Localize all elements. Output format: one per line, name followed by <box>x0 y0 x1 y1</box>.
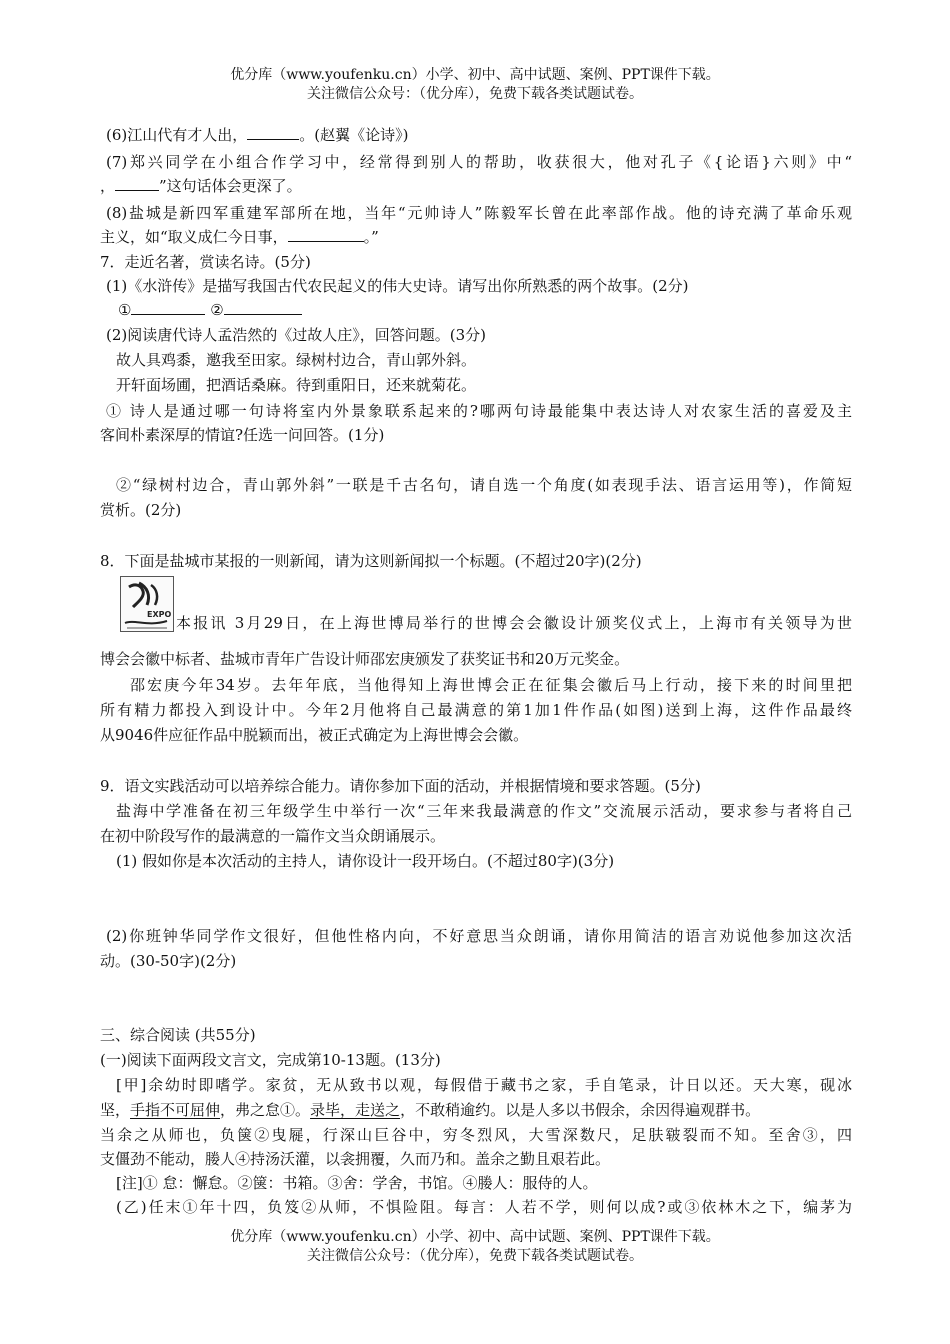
section-3-subtitle: (一)阅读下面两段文言文，完成第10-13题。(13分) <box>100 1051 441 1069</box>
q7-part-1-answers: ① ② <box>118 299 870 321</box>
q9-part-1: (1) 假如你是本次活动的主持人，请你设计一段开场白。(不超过80字)(3分) <box>116 852 615 870</box>
q9-part-2-line-1: (2)你班钟华同学作文很好，但他性格内向，不好意思当众朗诵，请你用简洁的语言劝说他参加这次活 <box>106 927 852 945</box>
page-footer <box>0 1228 950 1266</box>
news-line-4: 所有精力都投入到设计中。今年2月他将自己最满意的第1加1件作品(如图)送到上海，这件作品最终 <box>100 701 852 719</box>
q9-intro-line-2: 在初中阶段写作的最满意的一篇作文当众朗诵展示。 <box>100 827 446 845</box>
passage-yi-line-1: (乙)任末①年十四，负笈②从师，不惧险阻。每言：人若不学，则何以成?或③依林木之下，编茅为 <box>116 1198 852 1216</box>
q8-title: 8．下面是盐城市某报的一则新闻，请为这则新闻拟一个标题。(不超过20字)(2分) <box>100 552 642 570</box>
header-line-2: 关注微信公众号：（优分库），免费下载各类试题试卷。 <box>307 86 643 102</box>
q6-item-6: (6)江山代有才人出， 。(赵翼《论诗》) <box>106 126 409 144</box>
q9-part-2-line-2: 动。(30-50字)(2分) <box>100 952 237 970</box>
underlined-phrase-2: 录毕，走送之 <box>310 1101 401 1119</box>
footer-line-2: 关注微信公众号：（优分库），免费下载各类试题试卷。 <box>307 1248 643 1264</box>
q9-intro-line-1: 盐海中学准备在初三年级学生中举行一次“三年来我最满意的作文”交流展示活动，要求参与者将自己 <box>116 802 852 820</box>
answer-blank[interactable] <box>115 175 159 191</box>
svg-text:EXPO: EXPO <box>147 610 172 619</box>
q7-sub-1-line-1: ① 诗人是通过哪一句诗将室内外景象联系起来的?哪两句诗最能集中表达诗人对农家生活的喜爱及主 <box>106 402 852 420</box>
passage-jia-line-3: 当余之从师也，负箧②曳屣，行深山巨谷中，穷冬烈风，大雪深数尺，足肤皲裂而不知。至舍③，四 <box>100 1126 852 1144</box>
expo-logo-image <box>120 576 174 632</box>
news-line-2: 博会会徽中标者、盐城市青年广告设计师邵宏庚颁发了获奖证书和20万元奖金。 <box>100 650 630 668</box>
passage-notes: [注]① 怠：懈怠。②箧：书箱。③舍：学舍，书馆。④媵人：服侍的人。 <box>116 1174 598 1192</box>
poem-line-1: 故人具鸡黍，邀我至田家。绿树村边合，青山郭外斜。 <box>116 351 477 369</box>
underlined-phrase-1: 手指不可屈伸 <box>130 1101 221 1119</box>
q7-sub-1-line-2: 客间朴素深厚的情谊?任选一问回答。(1分) <box>100 426 385 444</box>
expo-logo-icon <box>121 577 173 631</box>
q7-sub-2-line-1: ②“绿树村边合，青山郭外斜”一联是千古名句，请自选一个角度(如表现手法、语言运用等)，作简短 <box>116 476 852 494</box>
poem-line-2: 开轩面场圃，把酒话桑麻。待到重阳日，还来就菊花。 <box>116 376 477 394</box>
q6-item-8-line-2: 主义，如“取义成仁今日事， 。” <box>100 228 379 246</box>
q9-title: 9．语文实践活动可以培养综合能力。请你参加下面的活动，并根据情境和要求答题。(5分) <box>100 777 701 795</box>
answer-blank[interactable] <box>247 124 299 140</box>
section-3-title: 三、综合阅读 (共55分) <box>100 1026 256 1044</box>
q6-item-7-line-2: ， ”这句话体会更深了。 <box>100 177 302 195</box>
page-header <box>0 66 950 104</box>
q7-part-2: (2)阅读唐代诗人孟浩然的《过故人庄》，回答问题。(3分) <box>106 326 486 344</box>
q6-item-8-line-1: (8)盐城是新四军重建军部所在地，当年“元帅诗人”陈毅军长曾在此率部作战。他的诗充满了革命乐观 <box>106 204 852 222</box>
passage-jia-line-1: [甲]余幼时即嗜学。家贫，无从致书以观，每假借于藏书之家，手自笔录，计日以还。天大寒，砚冰 <box>116 1076 852 1094</box>
q7-part-1: (1)《水浒传》是描写我国古代农民起义的伟大史诗。请写出你所熟悉的两个故事。(2分) <box>106 277 689 295</box>
q6-item-7-line-1: (7)郑兴同学在小组合作学习中，经常得到别人的帮助，收获很大，他对孔子《{论语}六则》中“ <box>106 153 852 171</box>
news-line-5: 从9046件应征作品中脱颖而出，被正式确定为上海世博会会徽。 <box>100 726 529 744</box>
news-line-1: 本报讯 3月29日，在上海世博局举行的世博会会徽设计颁奖仪式上，上海市有关领导为世 <box>176 614 852 632</box>
passage-jia-line-2: 坚，手指不可屈伸，弗之怠①。录毕，走送之，不敢稍逾约。以是人多以书假余，余因得遍观群书。 <box>100 1101 761 1119</box>
q7-title: 7．走近名著，赏读名诗。(5分) <box>100 253 311 271</box>
answer-blank[interactable] <box>224 299 302 315</box>
answer-blank[interactable] <box>131 299 205 315</box>
news-line-3: 邵宏庚今年34岁。去年年底，当他得知上海世博会正在征集会徽后马上行动，接下来的时间里把 <box>130 676 852 694</box>
q7-sub-2-line-2: 赏析。(2分) <box>100 501 182 519</box>
header-line-1: 优分库（www.youfenku.cn）小学、初中、高中试题、案例、PPT课件下载。 <box>230 67 720 83</box>
passage-jia-line-4: 支僵劲不能动，媵人④持汤沃灌，以衾拥覆，久而乃和。盖余之勤且艰若此。 <box>100 1150 611 1168</box>
answer-blank[interactable] <box>288 226 364 242</box>
footer-line-1: 优分库（www.youfenku.cn）小学、初中、高中试题、案例、PPT课件下载。 <box>230 1229 720 1245</box>
